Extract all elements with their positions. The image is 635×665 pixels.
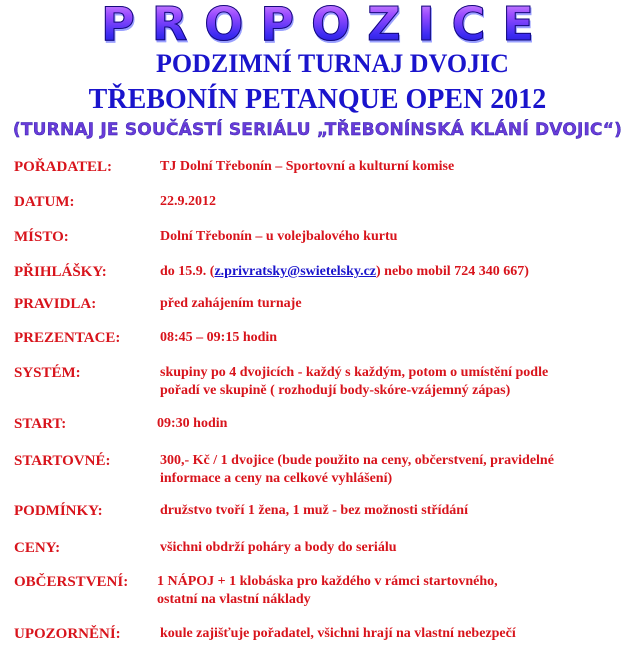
label-organizer: POŘADATEL: [14,159,113,175]
value-date [160,193,216,211]
row-date [0,193,635,233]
series-note: (TURNAJ JE SOUČÁSTÍ SERIÁLU „TŘEBONÍNSKÁ KLÁNÍ DVOJIC“) [12,120,623,140]
label-entry-fee: STARTOVNÉ: [14,453,111,469]
label-refreshments: OBČERSTVENÍ: [14,574,129,590]
value-prizes-line: všichni obdrží poháry a body do seriálu [160,540,397,555]
label-venue: MÍSTO: [14,229,69,245]
value-organizer [160,158,454,176]
row-organizer [0,158,635,198]
value-system-line: pořadí ve skupině ( rozhodují body-skóre-vzájemný zápas) [160,383,511,398]
value-registration [160,263,529,281]
row-venue [0,228,635,268]
label-system: SYSTÉM: [14,365,81,381]
row-presentation [0,329,635,369]
value-organizer-line: TJ Dolní Třebonín – Sportovní a kulturní komise [160,159,455,174]
value-entry-fee-line: informace a ceny na celkové vyhlášení) [160,471,393,486]
row-entry-fee [0,452,635,492]
registration-contact: ) nebo mobil 724 340 667) [376,264,529,279]
row-system [0,364,635,404]
value-date-line: 22.9.2012 [160,194,216,209]
registration-deadline: do 15.9. ( [160,264,215,279]
row-start [0,415,635,455]
value-prizes [160,539,397,557]
email-link[interactable]: z.privratsky@swietelsky.cz [214,264,377,279]
label-start: START: [14,416,67,432]
label-notice: UPOZORNĚNÍ: [14,626,121,642]
label-conditions: PODMÍNKY: [14,503,103,519]
value-refreshments-line: 1 NÁPOJ + 1 klobáska pro každého v rámci startovného, [157,574,498,589]
value-rules [160,295,302,313]
value-entry-fee [160,452,554,488]
value-system [160,364,548,400]
label-prizes: CENY: [14,540,61,556]
value-conditions-line: družstvo tvoří 1 žena, 1 muž - bez možnosti střídání [160,503,468,518]
value-presentation [160,329,277,347]
value-refreshments [157,573,498,609]
value-system-line: skupiny po 4 dvojicích - každý s každým, potom o umístění podle [160,365,549,380]
value-presentation-line: 08:45 – 09:15 hodin [160,330,278,345]
value-start-line: 09:30 hodin [157,416,228,431]
value-rules-line: před zahájením turnaje [160,296,302,311]
label-presentation: PREZENTACE: [14,330,121,346]
row-notice [0,625,635,665]
value-conditions [160,502,468,520]
value-venue-line: Dolní Třebonín – u volejbalového kurtu [160,229,398,244]
value-venue [160,228,397,246]
tournament-name: PODZIMNÍ TURNAJ DVOJIC [156,49,509,78]
value-notice [160,625,516,643]
value-refreshments-line: ostatní na vlastní náklady [157,592,311,607]
row-conditions [0,502,635,542]
row-refreshments [0,573,635,613]
label-date: DATUM: [14,194,75,210]
event-name: TŘEBONÍN PETANQUE OPEN 2012 [88,84,547,115]
value-entry-fee-line: 300,- Kč / 1 dvojice (bude použito na ceny, občerstvení, pravidelné [160,453,554,468]
value-notice-line: koule zajišťuje pořadatel, všichni hrají na vlastní nebezpečí [160,626,516,641]
label-rules: PRAVIDLA: [14,296,97,312]
label-registration: PŘIHLÁŠKY: [14,264,107,280]
document-title: PROPOZICE [0,0,635,50]
value-start [157,415,227,433]
